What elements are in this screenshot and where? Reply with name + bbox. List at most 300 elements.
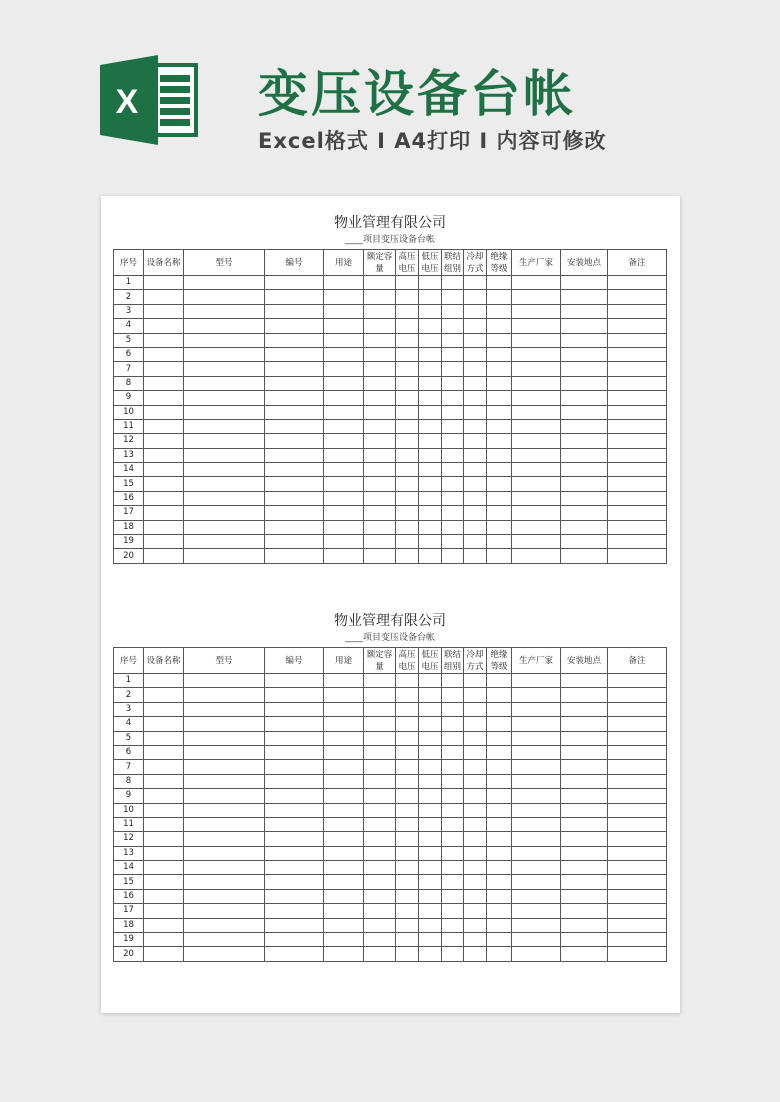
table-cell[interactable]: [419, 688, 442, 702]
table-cell[interactable]: [608, 817, 667, 831]
table-cell[interactable]: [487, 347, 512, 361]
table-cell[interactable]: [144, 477, 184, 491]
table-cell[interactable]: [324, 817, 364, 831]
table-cell[interactable]: [184, 376, 265, 390]
table-cell[interactable]: [419, 861, 442, 875]
table-cell[interactable]: [487, 875, 512, 889]
table-cell[interactable]: [364, 535, 396, 549]
table-cell[interactable]: [184, 889, 265, 903]
table-cell[interactable]: [608, 947, 667, 961]
table-cell[interactable]: [324, 376, 364, 390]
table-cell[interactable]: [512, 889, 561, 903]
table-cell[interactable]: [396, 861, 419, 875]
table-cell[interactable]: [464, 832, 487, 846]
table-cell[interactable]: [442, 731, 464, 745]
table-cell[interactable]: [144, 347, 184, 361]
table-cell[interactable]: [442, 520, 464, 534]
table-cell[interactable]: [364, 702, 396, 716]
table-cell[interactable]: [324, 904, 364, 918]
table-cell[interactable]: [144, 333, 184, 347]
table-cell[interactable]: [144, 535, 184, 549]
table-cell[interactable]: [265, 477, 324, 491]
table-cell[interactable]: [364, 774, 396, 788]
table-cell[interactable]: [144, 506, 184, 520]
table-cell[interactable]: [608, 347, 667, 361]
table-cell[interactable]: [419, 276, 442, 290]
table-cell[interactable]: [419, 717, 442, 731]
table-cell[interactable]: [396, 875, 419, 889]
table-cell[interactable]: [184, 933, 265, 947]
table-cell[interactable]: [512, 434, 561, 448]
table-cell[interactable]: [487, 319, 512, 333]
table-cell[interactable]: [442, 405, 464, 419]
table-cell[interactable]: [364, 933, 396, 947]
table-cell[interactable]: [184, 717, 265, 731]
table-cell[interactable]: [324, 535, 364, 549]
table-cell[interactable]: [487, 549, 512, 563]
table-cell[interactable]: [487, 419, 512, 433]
table-cell[interactable]: [464, 688, 487, 702]
table-cell[interactable]: [512, 745, 561, 759]
table-cell[interactable]: [464, 803, 487, 817]
table-cell[interactable]: [364, 688, 396, 702]
table-cell[interactable]: [364, 846, 396, 860]
table-cell[interactable]: [561, 789, 608, 803]
table-cell[interactable]: [608, 535, 667, 549]
table-cell[interactable]: [144, 774, 184, 788]
table-cell[interactable]: [364, 918, 396, 932]
table-cell[interactable]: [364, 290, 396, 304]
table-cell[interactable]: [364, 549, 396, 563]
table-cell[interactable]: [487, 861, 512, 875]
table-cell[interactable]: [265, 362, 324, 376]
table-cell[interactable]: [396, 463, 419, 477]
table-cell[interactable]: [265, 391, 324, 405]
table-cell[interactable]: [396, 477, 419, 491]
table-cell[interactable]: [487, 477, 512, 491]
table-cell[interactable]: [396, 535, 419, 549]
table-cell[interactable]: [324, 889, 364, 903]
table-cell[interactable]: [324, 875, 364, 889]
table-cell[interactable]: [364, 832, 396, 846]
table-cell[interactable]: [561, 947, 608, 961]
table-cell[interactable]: [364, 276, 396, 290]
table-cell[interactable]: [419, 803, 442, 817]
table-cell[interactable]: [512, 276, 561, 290]
table-cell[interactable]: [512, 904, 561, 918]
table-cell[interactable]: [265, 506, 324, 520]
table-cell[interactable]: [561, 702, 608, 716]
table-cell[interactable]: [324, 405, 364, 419]
table-cell[interactable]: [324, 520, 364, 534]
table-cell[interactable]: [561, 889, 608, 903]
table-cell[interactable]: [364, 405, 396, 419]
table-cell[interactable]: [324, 333, 364, 347]
table-cell[interactable]: [324, 448, 364, 462]
table-cell[interactable]: [419, 789, 442, 803]
table-cell[interactable]: [184, 789, 265, 803]
table-cell[interactable]: [265, 405, 324, 419]
table-cell[interactable]: [396, 688, 419, 702]
table-cell[interactable]: [364, 875, 396, 889]
table-cell[interactable]: [608, 702, 667, 716]
table-cell[interactable]: [184, 290, 265, 304]
table-cell[interactable]: [396, 434, 419, 448]
table-cell[interactable]: [364, 506, 396, 520]
table-cell[interactable]: [464, 549, 487, 563]
table-cell[interactable]: [265, 347, 324, 361]
table-cell[interactable]: [512, 448, 561, 462]
table-cell[interactable]: [324, 304, 364, 318]
table-cell[interactable]: [324, 506, 364, 520]
table-cell[interactable]: [396, 889, 419, 903]
table-cell[interactable]: [464, 861, 487, 875]
table-cell[interactable]: [464, 674, 487, 688]
table-cell[interactable]: [265, 535, 324, 549]
table-cell[interactable]: [364, 376, 396, 390]
table-cell[interactable]: [144, 731, 184, 745]
table-cell[interactable]: [512, 731, 561, 745]
table-cell[interactable]: [561, 846, 608, 860]
table-cell[interactable]: [364, 889, 396, 903]
table-cell[interactable]: [265, 789, 324, 803]
table-cell[interactable]: [512, 419, 561, 433]
table-cell[interactable]: [512, 832, 561, 846]
table-cell[interactable]: [364, 717, 396, 731]
table-cell[interactable]: [396, 832, 419, 846]
table-cell[interactable]: [184, 731, 265, 745]
table-cell[interactable]: [265, 731, 324, 745]
table-cell[interactable]: [512, 319, 561, 333]
table-cell[interactable]: [442, 535, 464, 549]
table-cell[interactable]: [144, 319, 184, 333]
table-cell[interactable]: [608, 477, 667, 491]
table-cell[interactable]: [512, 717, 561, 731]
table-cell[interactable]: [396, 520, 419, 534]
table-cell[interactable]: [396, 803, 419, 817]
table-cell[interactable]: [512, 688, 561, 702]
table-cell[interactable]: [265, 774, 324, 788]
table-cell[interactable]: [265, 463, 324, 477]
table-cell[interactable]: [364, 333, 396, 347]
table-cell[interactable]: [464, 405, 487, 419]
table-cell[interactable]: [608, 918, 667, 932]
table-cell[interactable]: [561, 333, 608, 347]
table-cell[interactable]: [608, 419, 667, 433]
table-cell[interactable]: [265, 832, 324, 846]
table-cell[interactable]: [419, 535, 442, 549]
table-cell[interactable]: [442, 789, 464, 803]
table-cell[interactable]: [364, 391, 396, 405]
table-cell[interactable]: [608, 933, 667, 947]
table-cell[interactable]: [561, 434, 608, 448]
table-cell[interactable]: [608, 434, 667, 448]
table-cell[interactable]: [324, 477, 364, 491]
table-cell[interactable]: [144, 391, 184, 405]
table-cell[interactable]: [464, 362, 487, 376]
table-cell[interactable]: [324, 276, 364, 290]
table-cell[interactable]: [144, 760, 184, 774]
table-cell[interactable]: [442, 491, 464, 505]
table-cell[interactable]: [324, 717, 364, 731]
table-cell[interactable]: [487, 846, 512, 860]
table-cell[interactable]: [464, 933, 487, 947]
table-cell[interactable]: [442, 463, 464, 477]
table-cell[interactable]: [442, 304, 464, 318]
table-cell[interactable]: [324, 688, 364, 702]
table-cell[interactable]: [442, 846, 464, 860]
table-cell[interactable]: [419, 918, 442, 932]
table-cell[interactable]: [324, 861, 364, 875]
table-cell[interactable]: [396, 347, 419, 361]
table-cell[interactable]: [608, 760, 667, 774]
table-cell[interactable]: [144, 276, 184, 290]
table-cell[interactable]: [442, 702, 464, 716]
table-cell[interactable]: [184, 448, 265, 462]
table-cell[interactable]: [608, 448, 667, 462]
table-cell[interactable]: [561, 817, 608, 831]
table-cell[interactable]: [608, 391, 667, 405]
table-cell[interactable]: [487, 774, 512, 788]
table-cell[interactable]: [396, 731, 419, 745]
table-cell[interactable]: [561, 918, 608, 932]
table-cell[interactable]: [608, 745, 667, 759]
table-cell[interactable]: [608, 549, 667, 563]
table-cell[interactable]: [442, 448, 464, 462]
table-cell[interactable]: [396, 918, 419, 932]
table-cell[interactable]: [442, 688, 464, 702]
table-cell[interactable]: [512, 760, 561, 774]
table-cell[interactable]: [464, 419, 487, 433]
table-cell[interactable]: [396, 419, 419, 433]
table-cell[interactable]: [396, 774, 419, 788]
table-cell[interactable]: [364, 491, 396, 505]
table-cell[interactable]: [464, 477, 487, 491]
table-cell[interactable]: [512, 520, 561, 534]
table-cell[interactable]: [464, 347, 487, 361]
table-cell[interactable]: [184, 477, 265, 491]
table-cell[interactable]: [512, 304, 561, 318]
table-cell[interactable]: [419, 774, 442, 788]
table-cell[interactable]: [144, 904, 184, 918]
table-cell[interactable]: [561, 875, 608, 889]
table-cell[interactable]: [561, 832, 608, 846]
table-cell[interactable]: [144, 376, 184, 390]
table-cell[interactable]: [144, 549, 184, 563]
table-cell[interactable]: [184, 391, 265, 405]
table-cell[interactable]: [561, 731, 608, 745]
table-cell[interactable]: [487, 832, 512, 846]
table-cell[interactable]: [561, 506, 608, 520]
table-cell[interactable]: [487, 731, 512, 745]
table-cell[interactable]: [487, 448, 512, 462]
table-cell[interactable]: [419, 875, 442, 889]
table-cell[interactable]: [184, 861, 265, 875]
table-cell[interactable]: [464, 520, 487, 534]
table-cell[interactable]: [487, 434, 512, 448]
table-cell[interactable]: [512, 491, 561, 505]
table-cell[interactable]: [265, 875, 324, 889]
table-cell[interactable]: [396, 290, 419, 304]
table-cell[interactable]: [442, 674, 464, 688]
table-cell[interactable]: [364, 520, 396, 534]
table-cell[interactable]: [512, 789, 561, 803]
table-cell[interactable]: [487, 760, 512, 774]
table-cell[interactable]: [464, 463, 487, 477]
table-cell[interactable]: [396, 391, 419, 405]
table-cell[interactable]: [364, 434, 396, 448]
table-cell[interactable]: [442, 832, 464, 846]
table-cell[interactable]: [324, 760, 364, 774]
table-cell[interactable]: [512, 674, 561, 688]
table-cell[interactable]: [396, 904, 419, 918]
table-cell[interactable]: [396, 405, 419, 419]
table-cell[interactable]: [442, 760, 464, 774]
table-cell[interactable]: [144, 846, 184, 860]
table-cell[interactable]: [442, 376, 464, 390]
table-cell[interactable]: [487, 376, 512, 390]
table-cell[interactable]: [364, 674, 396, 688]
table-cell[interactable]: [512, 506, 561, 520]
table-cell[interactable]: [442, 391, 464, 405]
table-cell[interactable]: [144, 889, 184, 903]
table-cell[interactable]: [608, 520, 667, 534]
table-cell[interactable]: [184, 319, 265, 333]
table-cell[interactable]: [265, 376, 324, 390]
table-cell[interactable]: [512, 846, 561, 860]
table-cell[interactable]: [324, 549, 364, 563]
table-cell[interactable]: [396, 506, 419, 520]
table-cell[interactable]: [442, 918, 464, 932]
table-cell[interactable]: [184, 846, 265, 860]
table-cell[interactable]: [184, 702, 265, 716]
table-cell[interactable]: [464, 491, 487, 505]
table-cell[interactable]: [419, 846, 442, 860]
table-cell[interactable]: [512, 875, 561, 889]
table-cell[interactable]: [184, 535, 265, 549]
table-cell[interactable]: [396, 846, 419, 860]
table-cell[interactable]: [464, 276, 487, 290]
table-cell[interactable]: [419, 333, 442, 347]
table-cell[interactable]: [442, 434, 464, 448]
table-cell[interactable]: [561, 362, 608, 376]
table-cell[interactable]: [144, 674, 184, 688]
table-cell[interactable]: [324, 846, 364, 860]
table-cell[interactable]: [419, 702, 442, 716]
table-cell[interactable]: [487, 889, 512, 903]
table-cell[interactable]: [561, 745, 608, 759]
table-cell[interactable]: [419, 506, 442, 520]
table-cell[interactable]: [487, 520, 512, 534]
table-cell[interactable]: [487, 304, 512, 318]
table-cell[interactable]: [184, 674, 265, 688]
table-cell[interactable]: [561, 688, 608, 702]
table-cell[interactable]: [144, 947, 184, 961]
table-cell[interactable]: [144, 803, 184, 817]
table-cell[interactable]: [364, 789, 396, 803]
table-cell[interactable]: [265, 760, 324, 774]
table-cell[interactable]: [265, 947, 324, 961]
table-cell[interactable]: [419, 319, 442, 333]
table-cell[interactable]: [464, 319, 487, 333]
table-cell[interactable]: [144, 745, 184, 759]
table-cell[interactable]: [608, 861, 667, 875]
table-cell[interactable]: [396, 702, 419, 716]
table-cell[interactable]: [442, 319, 464, 333]
table-cell[interactable]: [487, 333, 512, 347]
table-cell[interactable]: [184, 549, 265, 563]
table-cell[interactable]: [364, 304, 396, 318]
table-cell[interactable]: [561, 448, 608, 462]
table-cell[interactable]: [512, 405, 561, 419]
table-cell[interactable]: [324, 362, 364, 376]
table-cell[interactable]: [487, 947, 512, 961]
table-cell[interactable]: [608, 688, 667, 702]
table-cell[interactable]: [364, 803, 396, 817]
table-cell[interactable]: [324, 789, 364, 803]
table-cell[interactable]: [464, 889, 487, 903]
table-cell[interactable]: [419, 463, 442, 477]
table-cell[interactable]: [265, 889, 324, 903]
table-cell[interactable]: [396, 674, 419, 688]
table-cell[interactable]: [265, 933, 324, 947]
table-cell[interactable]: [464, 506, 487, 520]
table-cell[interactable]: [442, 362, 464, 376]
table-cell[interactable]: [265, 904, 324, 918]
table-cell[interactable]: [184, 419, 265, 433]
table-cell[interactable]: [419, 549, 442, 563]
table-cell[interactable]: [442, 803, 464, 817]
table-cell[interactable]: [144, 463, 184, 477]
table-cell[interactable]: [464, 535, 487, 549]
table-cell[interactable]: [512, 535, 561, 549]
table-cell[interactable]: [419, 817, 442, 831]
table-cell[interactable]: [364, 319, 396, 333]
table-cell[interactable]: [561, 376, 608, 390]
table-cell[interactable]: [464, 304, 487, 318]
table-cell[interactable]: [265, 846, 324, 860]
table-cell[interactable]: [487, 688, 512, 702]
table-cell[interactable]: [144, 688, 184, 702]
table-cell[interactable]: [561, 491, 608, 505]
table-cell[interactable]: [561, 276, 608, 290]
table-cell[interactable]: [561, 405, 608, 419]
table-cell[interactable]: [464, 290, 487, 304]
table-cell[interactable]: [324, 290, 364, 304]
table-cell[interactable]: [419, 304, 442, 318]
table-cell[interactable]: [265, 491, 324, 505]
table-cell[interactable]: [442, 889, 464, 903]
table-cell[interactable]: [419, 376, 442, 390]
table-cell[interactable]: [184, 918, 265, 932]
table-cell[interactable]: [265, 717, 324, 731]
table-cell[interactable]: [561, 290, 608, 304]
table-cell[interactable]: [442, 717, 464, 731]
table-cell[interactable]: [419, 405, 442, 419]
table-cell[interactable]: [396, 717, 419, 731]
table-cell[interactable]: [184, 904, 265, 918]
table-cell[interactable]: [324, 391, 364, 405]
table-cell[interactable]: [487, 674, 512, 688]
table-cell[interactable]: [608, 362, 667, 376]
table-cell[interactable]: [184, 405, 265, 419]
table-cell[interactable]: [419, 434, 442, 448]
table-cell[interactable]: [265, 290, 324, 304]
table-cell[interactable]: [464, 817, 487, 831]
table-cell[interactable]: [608, 319, 667, 333]
table-cell[interactable]: [487, 506, 512, 520]
table-cell[interactable]: [561, 861, 608, 875]
